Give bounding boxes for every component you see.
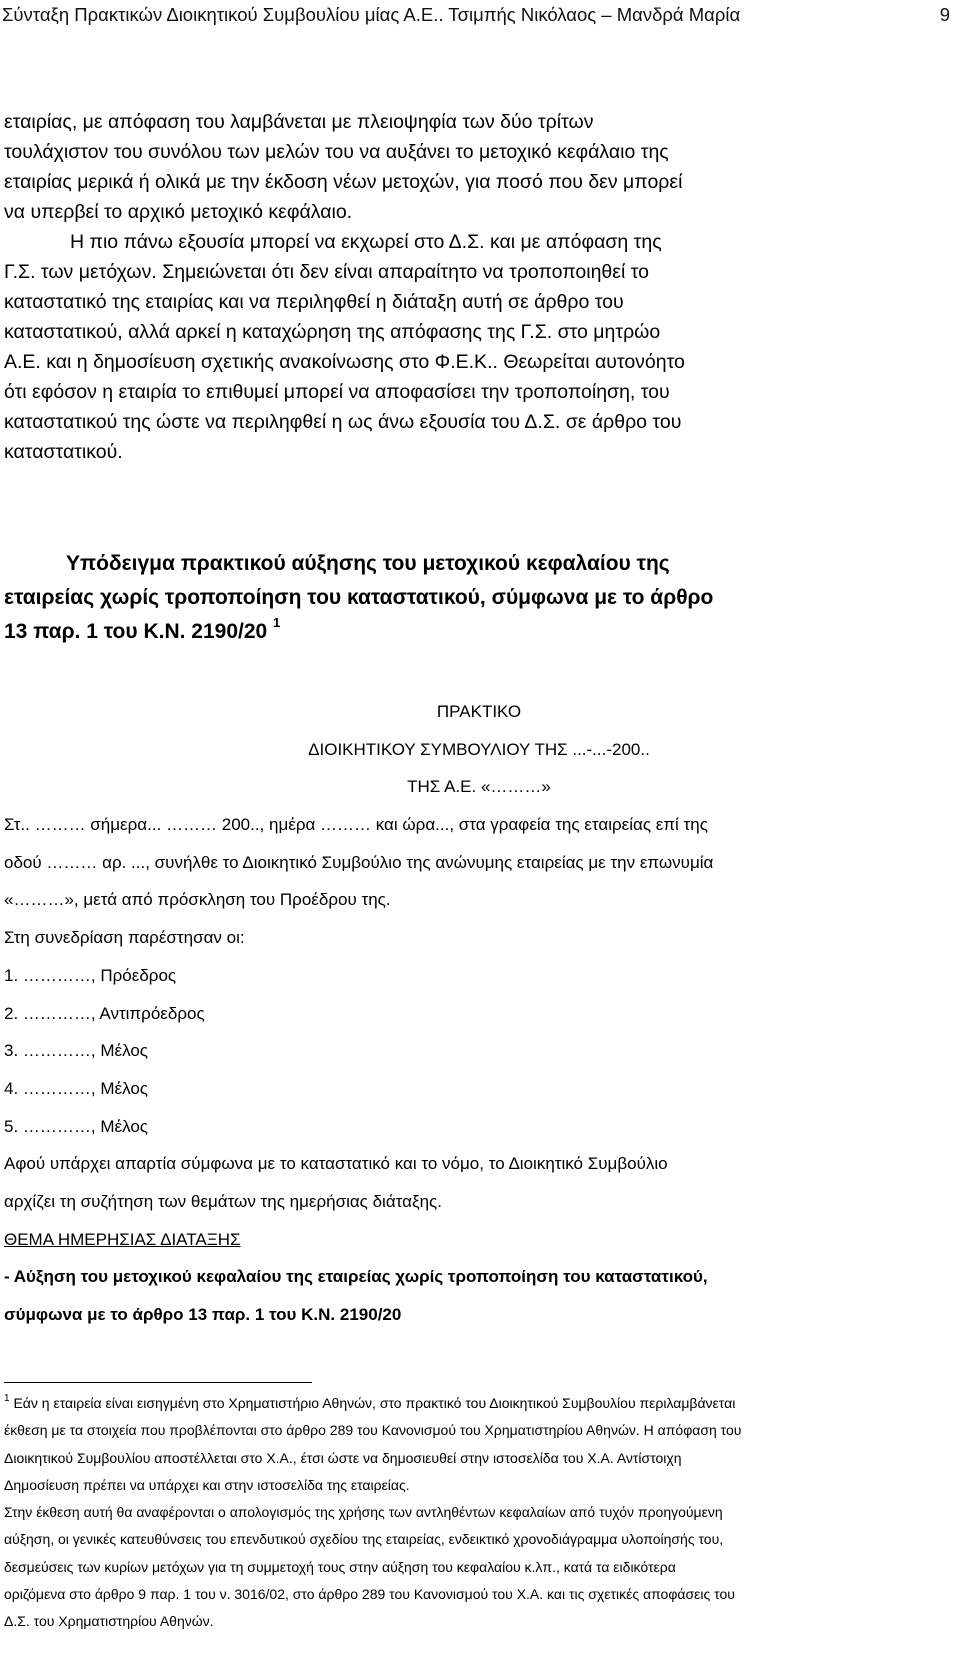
- body-line: καταστατικού, αλλά αρκεί η καταχώρηση της απόφασης της Γ.Σ. στο μητρώο: [4, 321, 661, 343]
- heading-line: [4, 615, 954, 649]
- meeting-line: «………», μετά από πρόσκληση του Προέδρου της.: [4, 890, 391, 910]
- footnote-line: οριζόμενα στο άρθρο 9 παρ. 1 του ν. 3016/02, στο άρθρο 289 του Κανονισμού του Χ.Α. και τις σχετικές αποφάσεις του: [4, 1586, 735, 1603]
- body-line: εταιρίας, με απόφαση του λαμβάνεται με πλειοψηφία των δύο τρίτων: [4, 111, 594, 133]
- quorum-word: Διοικητικό: [508, 1154, 584, 1174]
- agenda-title: ΘΕΜΑ ΗΜΕΡΗΣΙΑΣ ΔΙΑΤΑΞΗΣ: [4, 1229, 241, 1249]
- quorum-line: [4, 1145, 954, 1183]
- body-paragraphs: [4, 107, 954, 467]
- quorum-word: Συμβούλιο: [587, 1154, 668, 1174]
- footnote-line: Διοικητικού Συμβουλίου αποστέλλεται στο Χ.Α., έτσι ώστε να δημοσιευθεί στην ιστοσελίδα του Χ.Α. Αντίστοιχη: [4, 1449, 682, 1466]
- quorum-word: και: [394, 1154, 417, 1174]
- body-line: καταστατικού.: [4, 441, 123, 463]
- attendee-item: 4. …………, Μέλος: [4, 1078, 148, 1098]
- body-line: Γ.Σ. των μετόχων. Σημειώνεται ότι δεν είναι απαραίτητο να τροποποιηθεί το: [4, 261, 649, 283]
- quorum-word: το: [279, 1154, 296, 1174]
- body-line: να υπερβεί το αρχικό μετοχικό κεφάλαιο.: [4, 201, 353, 223]
- quorum-word: νόμο,: [442, 1154, 484, 1174]
- body-line: εταιρίας μερικά ή ολικά με την έκδοση νέων μετοχών, για ποσό που δεν μπορεί: [4, 171, 683, 193]
- footnote-line: δεσμεύσεις των κυρίων μετόχων για τη συμμετοχή τους στην αύξηση του κεφαλαίου κ.λπ., κατά τα ειδικότερα: [4, 1558, 676, 1575]
- attendees-intro: Στη συνεδρίαση παρέστησαν οι:: [4, 928, 245, 948]
- quorum-word: Αφού: [4, 1154, 46, 1174]
- header-title: Σύνταξη Πρακτικών Διοικητικού Συμβουλίου μίας Α.Ε.. Τσιμπής Νικόλαος – Μανδρά Μαρία: [2, 4, 741, 25]
- agenda-item: - Αύξηση του μετοχικού κεφαλαίου της εταιρείας χωρίς τροποποίηση του καταστατικού,: [4, 1267, 708, 1287]
- attendee-item: 5. …………, Μέλος: [4, 1116, 148, 1136]
- body-line: καταστατικό της εταιρίας και να περιληφθεί η διάταξη αυτή σε άρθρο του: [4, 291, 624, 313]
- quorum-word: καταστατικό: [300, 1154, 390, 1174]
- minutes-company: ΤΗΣ Α.Ε. «………»: [407, 777, 551, 797]
- footnote-reference[interactable]: 1: [273, 615, 281, 630]
- body-line: Α.Ε. και η δημοσίευση σχετικής ανακοίνωσης στο Φ.Ε.Κ.. Θεωρείται αυτονόητο: [4, 351, 685, 373]
- footnote-marker: 1: [4, 1393, 10, 1404]
- quorum-line: αρχίζει τη συζήτηση των θεμάτων της ημερήσιας διάταξης.: [4, 1191, 442, 1211]
- meeting-line: Στ.. ……… σήμερα... ……… 200.., ημέρα ……… και ώρα..., στα γραφεία της εταιρείας επί της: [4, 815, 708, 835]
- footnotes: [4, 1390, 954, 1636]
- agenda-item: σύμφωνα με το άρθρο 13 παρ. 1 του Κ.Ν. 2190/20: [4, 1305, 402, 1324]
- quorum-word: απαρτία: [115, 1154, 177, 1174]
- minutes-title: ΠΡΑΚΤΙΚΟ: [436, 702, 522, 721]
- footnote-line: Δημοσίευση πρέπει να υπάρχει και στην ιστοσελίδα της εταιρείας.: [4, 1476, 410, 1493]
- heading-line-text: 13 παρ. 1 του Κ.Ν. 2190/20: [4, 620, 274, 643]
- quorum-word: σύμφωνα: [180, 1154, 254, 1174]
- quorum-word: υπάρχει: [49, 1154, 111, 1174]
- footnote-line: Δ.Σ. του Χρηματιστηρίου Αθηνών.: [4, 1613, 214, 1630]
- footnote-line: Στην έκθεση αυτή θα αναφέρονται ο απολογισμός της χρήσης των αντληθέντων κεφαλαίων από τυχόν προηγούμενη: [4, 1504, 723, 1521]
- meeting-line: οδού ……… αρ. ..., συνήλθε το Διοικητικό Συμβούλιο της ανώνυμης εταιρείας με την επωνυμία: [4, 852, 714, 872]
- page-header: [2, 4, 954, 26]
- heading-line: Υπόδειγμα πρακτικού αύξησης του μετοχικού κεφαλαίου της: [66, 552, 670, 575]
- page-number: 9: [939, 4, 950, 25]
- footnote-line: [4, 1390, 954, 1417]
- attendee-item: 2. …………, Αντιπρόεδρος: [4, 1003, 205, 1023]
- footnote-line: αύξηση, οι γενικές κατευθύνσεις του επενδυτικού σχεδίου της εταιρείας, ενδεικτικό χρονοδιάγραμμα υλοποίησής του,: [4, 1531, 724, 1548]
- quorum-word: το: [421, 1154, 438, 1174]
- footnote-text: Εάν η εταιρεία είναι εισηγμένη στο Χρηματιστήριο Αθηνών, στο πρακτικό του Διοικητικού Συμβουλίου περιλαμβάνεται: [9, 1395, 736, 1411]
- body-line: καταστατικού της ώστε να περιληφθεί η ως άνω εξουσία του Δ.Σ. σε άρθρο του: [4, 411, 682, 433]
- minutes-template: [4, 693, 954, 1334]
- attendee-item: 1. …………, Πρόεδρος: [4, 965, 177, 985]
- body-line: Η πιο πάνω εξουσία μπορεί να εκχωρεί στο Δ.Σ. και με απόφαση της: [70, 231, 662, 253]
- quorum-word: το: [488, 1154, 505, 1174]
- body-line: τουλάχιστον του συνόλου των μελών του να αυξάνει το μετοχικό κεφάλαιο της: [4, 141, 669, 163]
- footnote-line: έκθεση με τα στοιχεία που προβλέπονται στο άρθρο 289 του Κανονισμού του Χρηματιστηρίου Αθηνών. Η απόφαση του: [4, 1422, 742, 1439]
- heading-line: εταιρείας χωρίς τροποποίηση του καταστατικού, σύμφωνα με το άρθρο: [4, 586, 714, 609]
- section-heading: [4, 547, 954, 649]
- body-line: ότι εφόσον η εταιρία το επιθυμεί μπορεί να αποφασίσει την τροποποίηση, του: [4, 381, 670, 403]
- attendee-item: 3. …………, Μέλος: [4, 1041, 148, 1061]
- minutes-subtitle: ΔΙΟΙΚΗΤΙΚΟΥ ΣΥΜΒΟΥΛΙΟΥ ΤΗΣ ...-...-200..: [308, 739, 650, 759]
- footnote-divider: [4, 1382, 312, 1383]
- quorum-word: με: [257, 1154, 276, 1174]
